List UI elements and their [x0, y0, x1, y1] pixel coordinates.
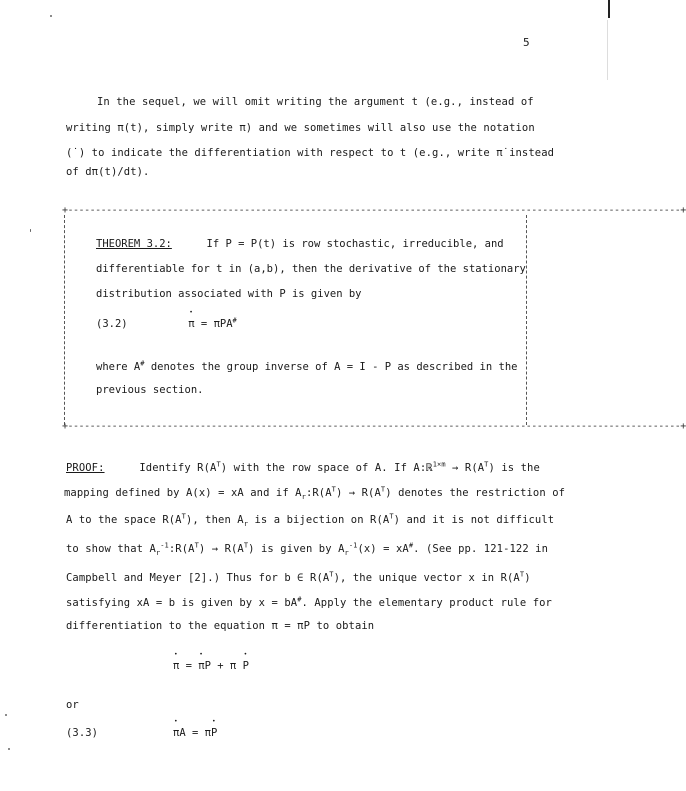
theorem-where-line: [96, 361, 517, 373]
scan-speck: [50, 15, 52, 17]
intro-line-4: of dπ(t)/dt).: [66, 166, 150, 178]
t: A =: [179, 727, 205, 739]
s: T: [380, 485, 386, 494]
proof-line-6: [66, 597, 552, 609]
theorem-line-3: distribution associated with P is given by: [96, 288, 362, 300]
s: r: [301, 493, 306, 502]
s: T: [331, 485, 336, 494]
theorem-line-1-text: If P = P(t) is row stochastic, irreducible, and: [206, 238, 504, 250]
intro-line-3: (˙) to indicate the differentiation with respect to t (e.g., write π̇ instead: [66, 147, 555, 159]
p-dot: • P: [243, 660, 249, 672]
proof-line-5: [66, 572, 531, 584]
s: r: [344, 549, 349, 558]
proof-line-3: [66, 512, 555, 529]
s: T: [519, 570, 525, 579]
t: A to the space R(A: [66, 514, 182, 526]
p-dot: • P: [211, 727, 217, 739]
s: T: [389, 512, 394, 521]
theorem-box-top: +---------------------------------------------------------------------------------------------------------------+: [62, 205, 686, 216]
pi-dot: • π: [173, 727, 179, 739]
t: ): [524, 572, 531, 584]
t: ), then A: [185, 514, 244, 526]
equation-number: (3.2): [96, 318, 128, 330]
scan-speck: [30, 229, 31, 232]
pi-dot: • π: [198, 660, 204, 672]
proof-line-2: [64, 485, 566, 502]
t: P + π: [204, 660, 243, 672]
equation-3-3: [173, 727, 217, 739]
scan-speck: [5, 714, 7, 716]
t: :R(A: [305, 487, 332, 499]
s: -1: [348, 541, 358, 550]
s: r: [155, 549, 161, 558]
t: π: [204, 727, 211, 739]
where-text-a: where A: [96, 361, 141, 373]
proof-line-7: differentiation to the equation π = πP to obtain: [66, 620, 375, 632]
scan-edge-mark: [608, 0, 610, 18]
t: ) with the row space of A. If A:: [220, 462, 427, 474]
s: r: [243, 520, 249, 529]
page-number: 5: [523, 36, 530, 49]
reals: ℝ: [426, 462, 433, 474]
equation-rhs: = πPA: [200, 318, 233, 330]
t: ) → R(A: [198, 543, 244, 555]
proof-line-4: [66, 541, 549, 558]
theorem-last-line: previous section.: [96, 384, 204, 396]
where-sup: #: [140, 359, 145, 368]
t: ) denotes the restriction of: [385, 487, 566, 499]
equation-3-3-number: (3.3): [66, 727, 99, 739]
theorem-box-right: [526, 215, 527, 425]
t: ), the unique vector x in R(A: [333, 572, 520, 584]
t: satisfying xA = b is given by x = bA: [66, 597, 298, 609]
t: ) is given by A: [248, 543, 345, 555]
or-text: or: [66, 699, 79, 711]
t: ) is the: [488, 462, 540, 474]
s: T: [329, 570, 334, 579]
s: -1: [160, 541, 169, 550]
theorem-line-1: [96, 238, 504, 250]
equation-3-2: [96, 318, 237, 330]
pi-dot: • π: [173, 660, 179, 672]
s: T: [484, 460, 489, 469]
s: T: [194, 541, 199, 550]
t: → R(A: [445, 462, 485, 474]
t: mapping defined by A(x) = xA and if A: [64, 487, 302, 499]
t: Campbell and Meyer [2].) Thus for b ∈ R(A: [66, 572, 330, 584]
proof-label: PROOF:: [66, 462, 105, 474]
pi-dot: • π: [188, 318, 194, 330]
s: 1×m: [432, 460, 446, 469]
t: is a bijection on R(A: [248, 514, 390, 526]
theorem-box-left: [64, 215, 65, 425]
s: T: [216, 460, 221, 469]
t: ) and it is not difficult: [393, 514, 555, 526]
theorem-box-bottom: +---------------------------------------------------------------------------------------------------------------+: [62, 421, 686, 432]
t: :R(A: [168, 543, 195, 555]
t: =: [179, 660, 199, 672]
sharp-superscript: #: [232, 316, 237, 325]
t: Identify R(A: [139, 462, 217, 474]
t: to show that A: [66, 543, 156, 555]
scan-edge-shadow: [607, 20, 608, 80]
t: ) → R(A: [335, 487, 381, 499]
t: . Apply the elementary product rule for: [301, 597, 552, 609]
theorem-label: THEOREM 3.2:: [96, 238, 172, 250]
s: #: [297, 595, 302, 604]
where-text-b: denotes the group inverse of A = I - P as described in the: [150, 361, 518, 373]
s: T: [243, 541, 249, 550]
s: T: [181, 512, 186, 521]
product-rule-equation: [173, 660, 249, 672]
scan-speck: [8, 748, 10, 750]
t: (x) = xA: [357, 543, 409, 555]
t: . (See pp. 121-122 in: [413, 543, 549, 555]
theorem-line-2: differentiable for t in (a,b), then the derivative of the stationary: [96, 263, 526, 275]
intro-line-2: writing π(t), simply write π) and we sometimes will also use the notation: [66, 122, 535, 134]
proof-line-1: [66, 462, 540, 474]
intro-line-1: In the sequel, we will omit writing the argument t (e.g., instead of: [97, 96, 534, 108]
s: #: [408, 541, 414, 550]
